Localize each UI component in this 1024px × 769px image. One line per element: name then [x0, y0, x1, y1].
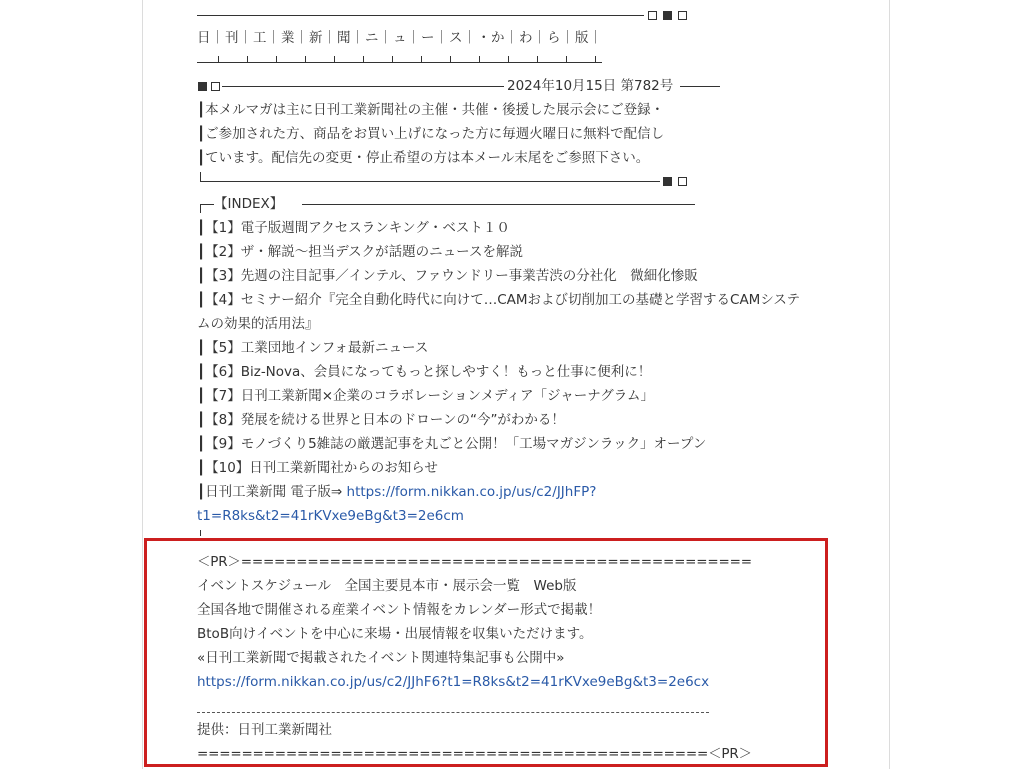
ebook-label: ┃日刊工業新聞 電子版⇒	[197, 484, 347, 500]
index-corner	[200, 204, 201, 213]
square-filled-icon	[663, 177, 672, 186]
ebook-link-continued[interactable]: t1=R8ks&t2=41rKVxe9eBg&t3=2e6cm	[197, 508, 464, 524]
index-rule-left	[200, 204, 214, 205]
index-bottom-corner	[200, 530, 201, 536]
square-filled-icon	[198, 82, 207, 91]
date-rule-left	[222, 86, 504, 87]
ebook-link[interactable]: https://form.nikkan.co.jp/us/c2/JJhFP?	[346, 484, 597, 500]
pr-footer: ==============================================＜PR＞	[197, 746, 752, 762]
index-item[interactable]: ┃【6】Biz-Nova、会員になってもっと探しやすく！もっと仕事に便利に！	[197, 364, 652, 380]
square-outline-icon	[678, 11, 687, 20]
intro-closing-rule	[200, 181, 660, 182]
intro-corner	[200, 172, 201, 181]
issue-date: 2024年10月15日 第782号	[507, 78, 674, 94]
square-outline-icon	[211, 82, 220, 91]
pr-provider: 提供：日刊工業新聞社	[197, 722, 332, 738]
pr-text: BtoB向けイベントを中心に来場・出展情報を収集いただけます。	[197, 626, 593, 642]
masthead-title: 日｜刊｜工｜業｜新｜聞｜ニ｜ュ｜ー｜ス｜・か｜わ｜ら｜版｜	[197, 30, 603, 46]
index-item[interactable]: ┃【5】工業団地インフォ最新ニュース	[197, 340, 429, 356]
date-rule-right	[680, 86, 720, 87]
index-item[interactable]: ┃【1】電子版週間アクセスランキング・ベスト１０	[197, 220, 510, 236]
pr-text: «日刊工業新聞で掲載されたイベント関連特集記事も公開中»	[197, 650, 565, 666]
pr-text: 全国各地で開催される産業イベント情報をカレンダー形式で掲載！	[197, 602, 602, 618]
intro-line: ┃本メルマガは主に日刊工業新聞社の主催・共催・後援した展示会にご登録・	[197, 102, 665, 118]
intro-line: ┃ています。配信先の変更・停止希望の方は本メール末尾をご参照下さい。	[197, 150, 650, 166]
top-rule	[197, 15, 644, 16]
index-label: 【INDEX】	[214, 196, 284, 212]
square-outline-icon	[648, 11, 657, 20]
pr-link[interactable]: https://form.nikkan.co.jp/us/c2/JJhF6?t1=R8ks&t2=41rKVxe9eBg&t3=2e6cx	[197, 674, 710, 690]
square-outline-icon	[678, 177, 687, 186]
index-item[interactable]: ┃【8】発展を続ける世界と日本のドローンの“今”がわかる！	[197, 412, 565, 428]
index-item[interactable]: ┃【2】ザ・解説～担当デスクが話題のニュースを解説	[197, 244, 524, 260]
index-item[interactable]: ┃【9】モノづくり5雑誌の厳選記事を丸ごと公開！「工場マガジンラック」オープン	[197, 436, 707, 452]
pr-header: ＜PR＞==============================================	[197, 554, 752, 570]
pr-title: イベントスケジュール 全国主要見本市・展示会一覧 Web版	[197, 578, 577, 594]
index-item[interactable]: ┃【10】日刊工業新聞社からのお知らせ	[197, 460, 438, 476]
square-filled-icon	[663, 11, 672, 20]
intro-line: ┃ご参加された方、商品をお買い上げになった方に毎週火曜日に無料で配信し	[197, 126, 665, 142]
index-item-continued[interactable]: ムの効果的活用法』	[197, 316, 319, 332]
pr-dashed-divider	[197, 712, 709, 713]
index-item[interactable]: ┃【4】セミナー紹介『完全自動化時代に向けて…CAMおよび切削加工の基礎と学習するCAMシステ	[197, 292, 801, 308]
ebook-line	[197, 480, 596, 504]
index-item[interactable]: ┃【7】日刊工業新聞×企業のコラボレーションメディア「ジャーナグラム」	[197, 388, 655, 404]
index-rule-right	[302, 204, 695, 205]
index-item[interactable]: ┃【3】先週の注目記事／インテル、ファウンドリー事業苦渋の分社化 微細化惨販	[197, 268, 698, 284]
